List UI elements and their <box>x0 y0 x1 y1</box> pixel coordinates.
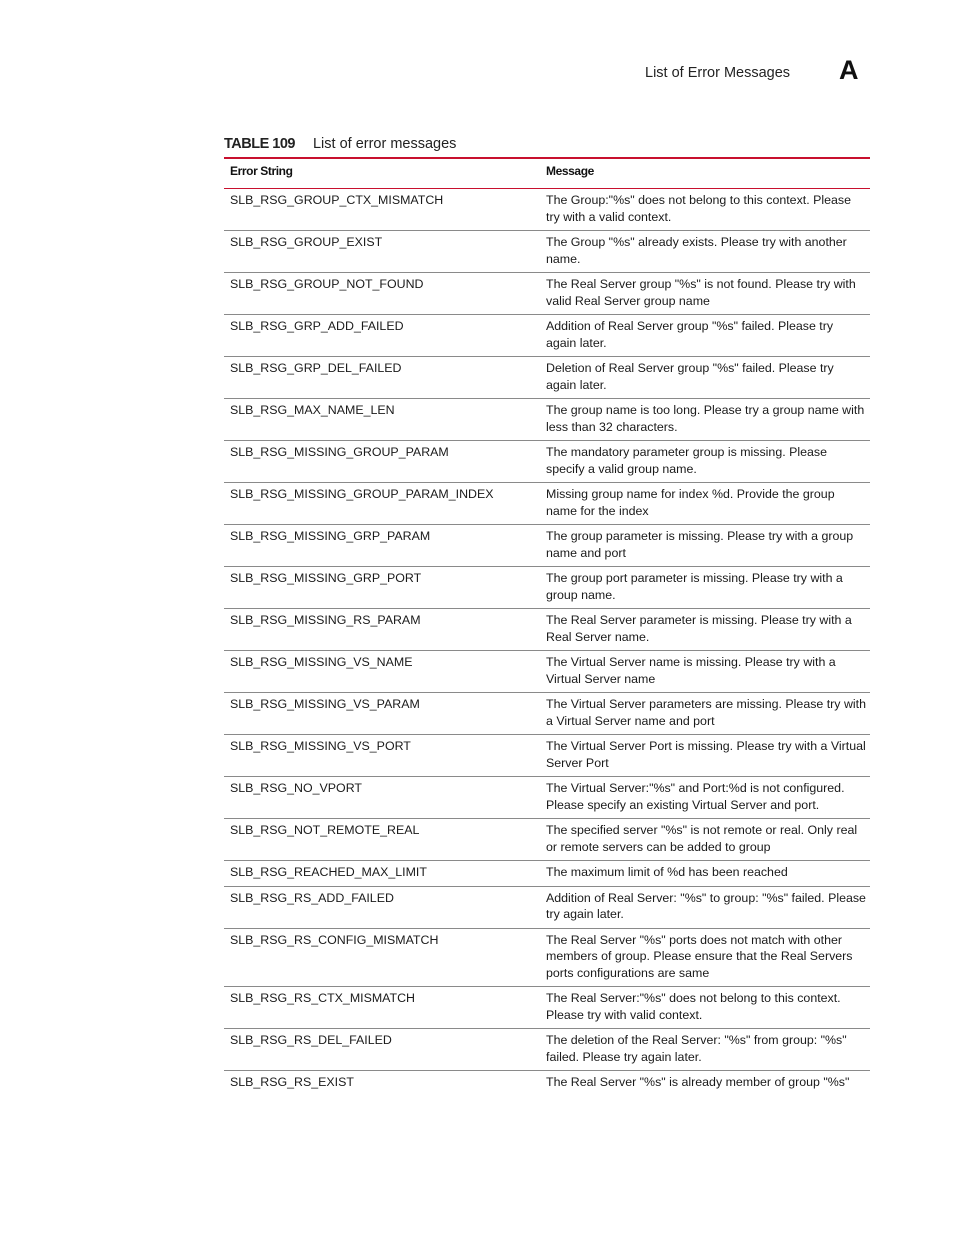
table-row <box>224 1029 870 1071</box>
table-row <box>224 231 870 273</box>
message-cell: The specified server "%s" is not remote or real. Only real or remote servers can be added to group <box>535 819 870 861</box>
error-string-cell: SLB_RSG_REACHED_MAX_LIMIT <box>224 861 535 887</box>
error-string-cell: SLB_RSG_MISSING_GRP_PARAM <box>224 525 535 567</box>
table-row <box>224 609 870 651</box>
message-cell: The Real Server parameter is missing. Please try with a Real Server name. <box>535 609 870 651</box>
table-title: List of error messages <box>312 136 457 152</box>
message-cell: The Virtual Server name is missing. Please try with a Virtual Server name <box>535 651 870 693</box>
error-string-cell: SLB_RSG_MISSING_VS_NAME <box>224 651 535 693</box>
message-cell: The Virtual Server:"%s" and Port:%d is not configured. Please specify an existing Virtual Server and port. <box>535 777 870 819</box>
table-row <box>224 273 870 315</box>
table-row <box>224 886 870 928</box>
table-row <box>224 819 870 861</box>
error-string-cell: SLB_RSG_MISSING_VS_PORT <box>224 735 535 777</box>
table-number: TABLE 109 <box>224 136 295 152</box>
table-row <box>224 399 870 441</box>
error-string-cell: SLB_RSG_NOT_REMOTE_REAL <box>224 819 535 861</box>
table-row <box>224 315 870 357</box>
appendix-letter: A <box>839 55 859 85</box>
message-cell: The Virtual Server parameters are missing. Please try with a Virtual Server name and port <box>535 693 870 735</box>
table-row <box>224 567 870 609</box>
table-row <box>224 693 870 735</box>
table-row <box>224 735 870 777</box>
table-row <box>224 777 870 819</box>
table-caption <box>224 136 456 152</box>
message-cell: The mandatory parameter group is missing. Please specify a valid group name. <box>535 441 870 483</box>
error-messages-table <box>224 157 870 1096</box>
column-header-message: Message <box>535 158 870 189</box>
error-string-cell: SLB_RSG_RS_EXIST <box>230 1075 354 1089</box>
error-string-cell: SLB_RSG_GROUP_CTX_MISMATCH <box>224 189 535 231</box>
message-cell: The deletion of the Real Server: "%s" from group: "%s" failed. Please try again later. <box>535 1029 870 1071</box>
error-string-cell: SLB_RSG_GRP_ADD_FAILED <box>224 315 535 357</box>
message-cell: Deletion of Real Server group "%s" failed. Please try again later. <box>535 357 870 399</box>
table-header-row <box>224 158 870 189</box>
message-cell: Addition of Real Server group "%s" failed. Please try again later. <box>535 315 870 357</box>
message-cell: Addition of Real Server: "%s" to group: "%s" failed. Please try again later. <box>535 886 870 928</box>
message-cell: The Virtual Server Port is missing. Please try with a Virtual Server Port <box>535 735 870 777</box>
table-row <box>224 483 870 525</box>
table-row <box>224 525 870 567</box>
error-string-cell: SLB_RSG_RS_ADD_FAILED <box>224 886 535 928</box>
message-cell: The group name is too long. Please try a group name with less than 32 characters. <box>535 399 870 441</box>
error-string-cell: SLB_RSG_GRP_DEL_FAILED <box>224 357 535 399</box>
error-string-cell: SLB_RSG_GROUP_EXIST <box>224 231 535 273</box>
error-string-cell: SLB_RSG_GROUP_NOT_FOUND <box>224 273 535 315</box>
table-row <box>224 357 870 399</box>
error-string-cell: SLB_RSG_RS_CONFIG_MISMATCH <box>224 928 535 987</box>
error-string-cell: SLB_RSG_MISSING_GRP_PORT <box>224 567 535 609</box>
section-title: List of Error Messages <box>645 65 791 81</box>
error-string-cell: SLB_RSG_MISSING_GROUP_PARAM <box>224 441 535 483</box>
message-cell: The group parameter is missing. Please try with a group name and port <box>535 525 870 567</box>
message-cell: Missing group name for index %d. Provide the group name for the index <box>535 483 870 525</box>
message-cell: The Real Server:"%s" does not belong to this context. Please try with valid context. <box>535 987 870 1029</box>
column-header-error-string: Error String <box>224 158 535 189</box>
error-string-cell: SLB_RSG_RS_DEL_FAILED <box>224 1029 535 1071</box>
error-string-cell: SLB_RSG_MISSING_VS_PARAM <box>224 693 535 735</box>
message-cell: The Real Server "%s" is already member of group "%s" <box>546 1075 850 1089</box>
table-row <box>224 987 870 1029</box>
message-cell: The maximum limit of %d has been reached <box>535 861 870 887</box>
table-row <box>224 651 870 693</box>
message-cell: The Real Server "%s" ports does not match with other members of group. Please ensure that the Real Servers ports configurations are same <box>535 928 870 987</box>
error-string-cell: SLB_RSG_RS_CTX_MISMATCH <box>224 987 535 1029</box>
error-string-cell: SLB_RSG_NO_VPORT <box>224 777 535 819</box>
message-cell: The Group:"%s" does not belong to this context. Please try with a valid context. <box>535 189 870 231</box>
error-string-cell: SLB_RSG_MISSING_GROUP_PARAM_INDEX <box>224 483 535 525</box>
message-cell: The Group "%s" already exists. Please try with another name. <box>535 231 870 273</box>
table-row <box>224 441 870 483</box>
message-cell: The Real Server group "%s" is not found. Please try with valid Real Server group name <box>535 273 870 315</box>
table-row <box>224 189 870 231</box>
message-cell: The group port parameter is missing. Please try with a group name. <box>535 567 870 609</box>
table-row <box>224 1071 870 1096</box>
error-string-cell: SLB_RSG_MISSING_RS_PARAM <box>224 609 535 651</box>
table-row <box>224 861 870 887</box>
error-string-cell: SLB_RSG_MAX_NAME_LEN <box>224 399 535 441</box>
table-row <box>224 928 870 987</box>
